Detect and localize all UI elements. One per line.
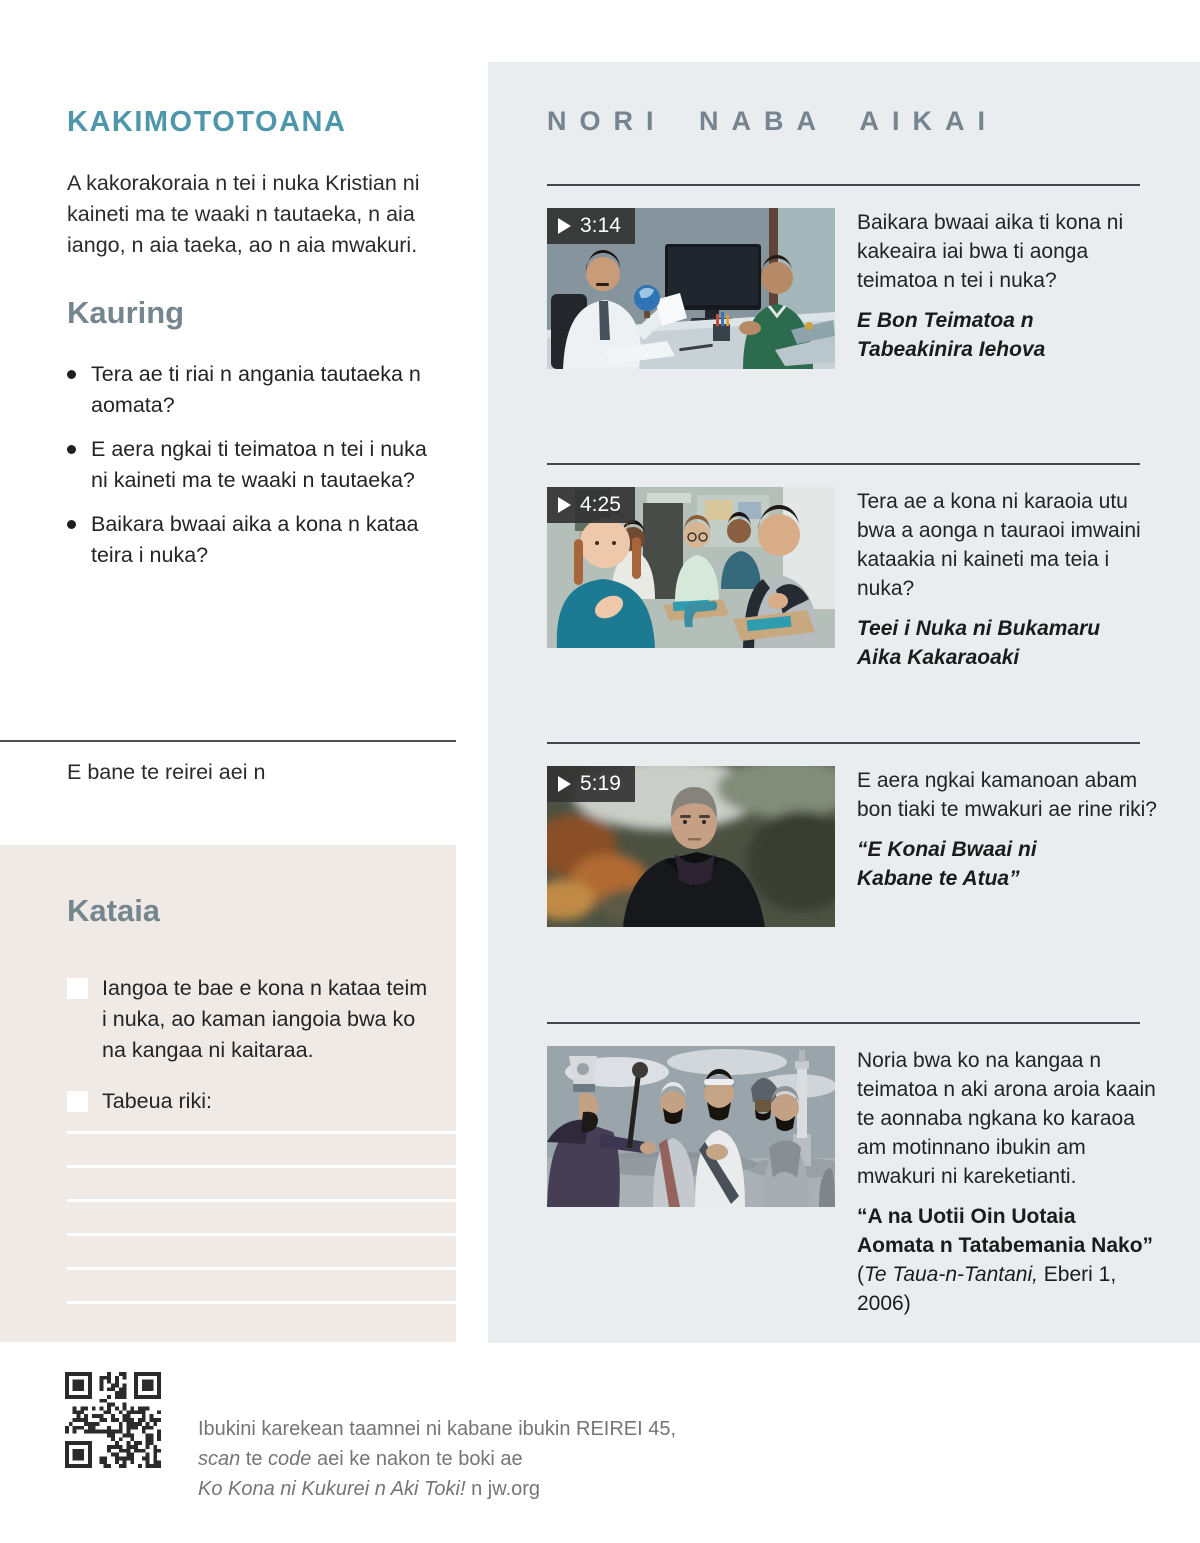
video-duration: 4:25 [580,493,621,516]
page-title: KAKIMOTOTOANA [67,106,347,138]
writing-line[interactable] [67,1199,456,1202]
panel-title: NORI NABA AIKAI [547,106,998,136]
duration-badge [547,208,635,244]
qr-code [65,1372,161,1468]
bullet-icon [67,370,76,379]
footer-line: Ko Kona ni Kukurei n Aki Toki! n jw.org [198,1478,541,1500]
media-text [857,1046,1157,1318]
divider [547,1022,1140,1024]
writing-line[interactable] [67,1165,456,1168]
checklist-text: Tabeua riki: [102,1089,212,1113]
media-text [857,487,1157,672]
question-text: Baikara bwaai aika ti kona ni kakeaira iai bwa ti aonga teimatoa n tei i nuka? [857,211,1124,292]
list-item [67,359,459,421]
bullet-text: Tera ae ti riai n angania tautaeka n aomata? [91,362,421,417]
checklist-item [67,1086,456,1117]
writing-lines [67,1131,456,1304]
media-item [547,208,1157,369]
illustration [547,1046,835,1207]
divider [547,184,1140,186]
question-text: Tera ae a kona ni karaoia utu bwa a aonga n tauraoi imwaini kataakia ni kaineti ma teia i nuka? [857,490,1141,600]
writing-line[interactable] [67,1267,456,1270]
divider [547,463,1140,465]
media-title: E Bon Teimatoa n Tabeakinira Iehova [857,309,1046,361]
question-text: Noria bwa ko na kangaa n teimatoa n aki arona aroia kaain te aonnaba ngkana ko karaoa am motinnano ibukin am mwakuri ni kareketianti. [857,1049,1156,1188]
media-item [547,487,1157,672]
divider [0,740,456,742]
writing-line[interactable] [67,1233,456,1236]
video-duration: 5:19 [580,772,621,795]
footer-line: scan te code aei ke nakon te boki ae [198,1448,523,1470]
video-thumbnail[interactable] [547,208,835,369]
checklist-text: Iangoa te bae e kona n kataa teim i nuka, ao kaman iangoia bwa ko na kangaa ni kaitaraa. [102,976,428,1062]
media-title: “E Konai Bwaai ni Kabane te Atua” [857,838,1037,890]
bullet-text: E aera ngkai ti teimatoa n tei i nuka ni kaineti ma te waaki n tautaeka? [91,437,427,492]
kauring-list [67,359,459,571]
media-item [547,766,1157,927]
footer-note [198,1414,676,1504]
play-icon [558,776,571,792]
duration-badge [547,766,635,802]
media-item [547,1046,1157,1318]
duration-badge [547,487,635,523]
kauring-heading: Kauring [67,295,185,330]
writing-line[interactable] [67,1131,456,1134]
play-icon [558,497,571,513]
checkbox[interactable] [67,1091,88,1112]
media-title: Teei i Nuka ni Bukamaru Aika Kakaraoaki [857,617,1101,669]
bullet-icon [67,445,76,454]
king-illustration-image [547,1046,835,1207]
video-thumbnail[interactable] [547,487,835,648]
nori-naba-aikai-panel [488,62,1200,1343]
list-item [67,509,459,571]
video-thumbnail[interactable] [547,766,835,927]
bullet-text: Baikara bwaai aika a kona n kataa teira i nuka? [91,512,419,567]
bullet-icon [67,520,76,529]
question-text: E aera ngkai kamanoan abam bon tiaki te mwakuri ae rine riki? [857,769,1157,821]
lesson-completion-text: E bane te reirei aei n [67,760,266,784]
kataia-heading: Kataia [67,893,161,928]
writing-line[interactable] [67,1301,456,1304]
media-text [857,208,1157,369]
article-title: “A na Uotii Oin Uotaia Aomata n Tatabemania Nako” (Te Taua-n-Tantani, Eberi 1, 2006) [857,1205,1154,1315]
media-text [857,766,1157,927]
left-column [67,0,459,584]
intro-paragraph: A kakorakoraia n tei i nuka Kristian ni kaineti ma te waaki n tautaeka, n aia iango, n aia taeka, ao n aia mwakuri. [67,171,420,257]
kataia-box [0,845,456,1342]
divider [547,742,1140,744]
list-item [67,434,459,496]
play-icon [558,218,571,234]
checklist-item [67,973,456,1066]
checkbox[interactable] [67,978,88,999]
video-duration: 3:14 [580,214,621,237]
footer-line: Ibukini karekean taamnei ni kabane ibukin REIREI 45, [198,1418,677,1440]
